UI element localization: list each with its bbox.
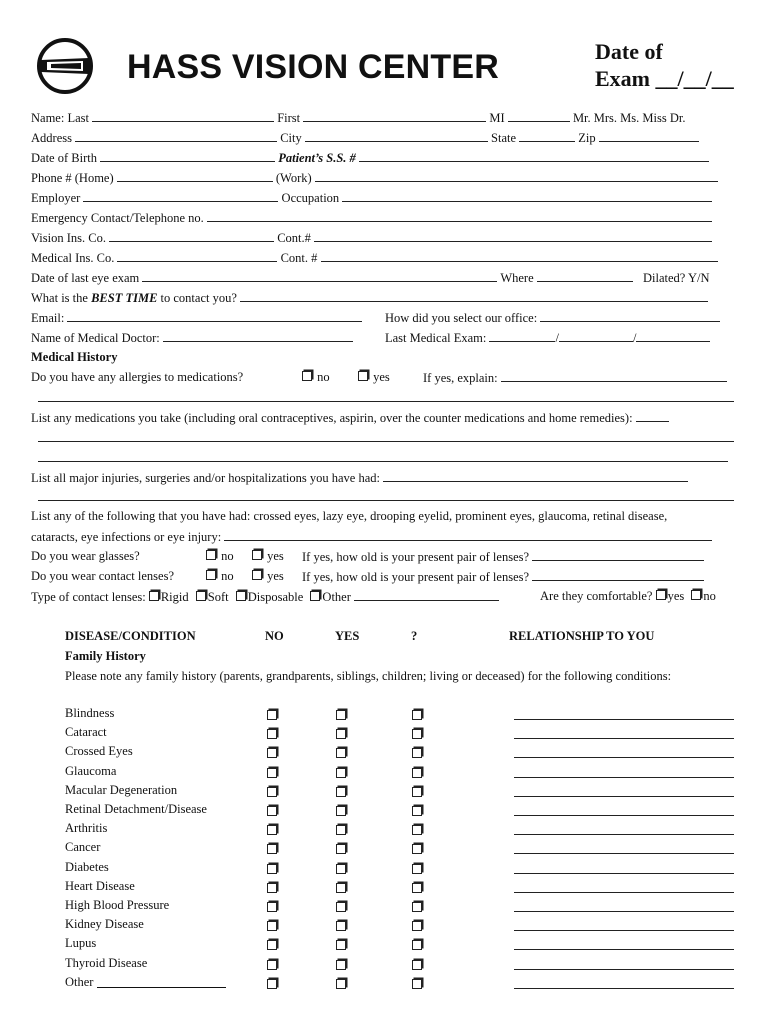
address-field[interactable] xyxy=(75,130,277,142)
yes-checkbox-icon[interactable] xyxy=(336,710,346,720)
last-eye-exam-field[interactable] xyxy=(142,270,497,282)
checkbox-icon[interactable] xyxy=(236,591,246,601)
comfortable-label: Are they comfortable? xyxy=(540,589,653,603)
yes-checkbox-icon[interactable] xyxy=(336,921,346,931)
no-checkbox-icon[interactable] xyxy=(267,825,277,835)
relationship-field[interactable] xyxy=(514,930,734,931)
unknown-checkbox-icon[interactable] xyxy=(412,748,422,758)
checkbox-icon[interactable] xyxy=(691,590,701,600)
unknown-checkbox-icon[interactable] xyxy=(412,940,422,950)
condition-label: Crossed Eyes xyxy=(65,744,133,758)
last-medical-month[interactable] xyxy=(489,330,555,342)
yes-checkbox-icon[interactable] xyxy=(336,960,346,970)
yes-label: yes xyxy=(267,569,284,583)
unknown-checkbox-icon[interactable] xyxy=(412,768,422,778)
first-name-label: First xyxy=(277,111,301,125)
no-checkbox-icon[interactable] xyxy=(267,787,277,797)
conditions-field[interactable] xyxy=(224,529,712,541)
salutations[interactable]: Mr. Mrs. Ms. Miss Dr. xyxy=(572,111,686,125)
checkbox-icon[interactable] xyxy=(656,590,666,600)
injuries-field[interactable] xyxy=(383,470,688,482)
condition-label: Thyroid Disease xyxy=(65,956,148,970)
glasses-yes-option[interactable] xyxy=(252,549,284,563)
yes-checkbox-icon[interactable] xyxy=(336,806,346,816)
allergies-question: Do you have any allergies to medications? xyxy=(31,370,244,384)
row-select-office xyxy=(385,310,720,325)
checkbox-icon[interactable] xyxy=(310,591,320,601)
dilated-label[interactable]: Dilated? Y/N xyxy=(643,271,710,285)
checkbox-icon[interactable] xyxy=(196,591,206,601)
condition-label: Glaucoma xyxy=(65,764,117,778)
other-lens-field[interactable] xyxy=(354,589,499,601)
page-title: HASS VISION CENTER xyxy=(127,48,499,86)
unknown-checkbox-icon[interactable] xyxy=(412,844,422,854)
condition-label: Other xyxy=(65,975,94,989)
yes-checkbox-icon[interactable] xyxy=(336,902,346,912)
no-checkbox-icon[interactable] xyxy=(267,768,277,778)
medications-field-2[interactable] xyxy=(38,441,734,442)
last-name-label: Name: Last xyxy=(31,111,89,125)
relationship-field[interactable] xyxy=(514,949,734,950)
medical-cont-field[interactable] xyxy=(321,250,718,262)
medical-ins-label: Medical Ins. Co. xyxy=(31,251,115,265)
condition-label: Macular Degeneration xyxy=(65,783,178,797)
explain-label: If yes, explain: xyxy=(423,371,498,385)
row-dob xyxy=(31,150,709,165)
ss-field[interactable] xyxy=(359,150,709,162)
row-best-time xyxy=(31,290,708,305)
row-doctor xyxy=(31,330,353,345)
no-checkbox-icon[interactable] xyxy=(267,806,277,816)
col-no: NO xyxy=(265,629,284,643)
unknown-checkbox-icon[interactable] xyxy=(412,825,422,835)
where-field[interactable] xyxy=(537,270,633,282)
select-office-label: How did you select our office: xyxy=(385,311,538,325)
relationship-field[interactable] xyxy=(514,719,734,720)
medications-field-3[interactable] xyxy=(38,461,728,462)
col-relationship: RELATIONSHIP TO YOU xyxy=(509,629,655,643)
no-checkbox-icon[interactable] xyxy=(267,979,277,989)
mi-label: MI xyxy=(489,111,505,125)
row-comfortable xyxy=(540,589,716,603)
other-condition-field[interactable] xyxy=(97,987,226,988)
row-contacts-age xyxy=(302,569,704,584)
email-label: Email: xyxy=(31,311,65,325)
last-name-field[interactable] xyxy=(92,110,274,122)
relationship-field[interactable] xyxy=(514,815,734,816)
checkbox-icon[interactable] xyxy=(206,550,216,560)
glasses-no-option[interactable] xyxy=(206,549,234,563)
yes-checkbox-icon[interactable] xyxy=(336,729,346,739)
col-yes: YES xyxy=(335,629,360,643)
yes-label: yes xyxy=(267,549,284,563)
phone-work-field[interactable] xyxy=(315,170,718,182)
medications-field[interactable] xyxy=(636,410,669,422)
injuries-field-2[interactable] xyxy=(38,500,734,501)
unknown-checkbox-icon[interactable] xyxy=(412,960,422,970)
relationship-field[interactable] xyxy=(514,757,734,758)
relationship-field[interactable] xyxy=(514,777,734,778)
row-last-medical: Last Medical Exam: / / xyxy=(385,330,710,345)
address-label: Address xyxy=(31,131,72,145)
eye-logo-icon xyxy=(37,38,93,94)
no-checkbox-icon[interactable] xyxy=(267,902,277,912)
dob-label: Date of Birth xyxy=(31,151,97,165)
no-label: no xyxy=(317,370,330,384)
yes-checkbox-icon[interactable] xyxy=(336,940,346,950)
no-label: no xyxy=(221,549,234,563)
state-field[interactable] xyxy=(519,130,575,142)
medications-label: List any medications you take (including oral contraceptives, aspirin, over the counter medications and home remedies): xyxy=(31,411,633,425)
explain-field[interactable] xyxy=(501,370,727,382)
relationship-field[interactable] xyxy=(514,969,734,970)
contacts-age-label: If yes, how old is your present pair of lenses? xyxy=(302,570,530,584)
city-field[interactable] xyxy=(305,130,488,142)
yes-checkbox-icon[interactable] xyxy=(336,979,346,989)
ss-label: Patient’s S.S. # xyxy=(278,151,356,165)
mi-field[interactable] xyxy=(508,110,570,122)
condition-label: Kidney Disease xyxy=(65,917,144,931)
vision-cont-field[interactable] xyxy=(314,230,712,242)
rigid-label: Rigid xyxy=(160,590,189,604)
where-label: Where xyxy=(500,271,534,285)
checkbox-icon[interactable] xyxy=(206,570,216,580)
select-office-field[interactable] xyxy=(540,310,720,322)
checkbox-icon[interactable] xyxy=(252,570,262,580)
soft-label: Soft xyxy=(207,590,229,604)
occupation-field[interactable] xyxy=(342,190,712,202)
phone-home-field[interactable] xyxy=(117,170,273,182)
zip-label: Zip xyxy=(578,131,596,145)
allergies-yes-option[interactable] xyxy=(358,370,390,384)
no-checkbox-icon[interactable] xyxy=(267,844,277,854)
no-label: no xyxy=(221,569,234,583)
yes-checkbox-icon[interactable] xyxy=(336,844,346,854)
condition-label: Arthritis xyxy=(65,821,108,835)
condition-label: High Blood Pressure xyxy=(65,898,170,912)
relationship-field[interactable] xyxy=(514,911,734,912)
best-time-em: BEST TIME xyxy=(91,291,158,305)
lens-type-label: Type of contact lenses: xyxy=(31,590,146,604)
no-checkbox-icon[interactable] xyxy=(267,748,277,758)
glasses-age-field[interactable] xyxy=(532,549,704,561)
glasses-age-label: If yes, how old is your present pair of lenses? xyxy=(302,550,530,564)
medical-history-heading: Medical History xyxy=(31,350,118,364)
explain-field-2[interactable] xyxy=(38,401,734,402)
contacts-yes-option[interactable] xyxy=(252,569,284,583)
yes-label: yes xyxy=(373,370,390,384)
employer-label: Employer xyxy=(31,191,81,205)
email-field[interactable] xyxy=(67,310,362,322)
last-medical-label: Last Medical Exam: xyxy=(385,331,487,345)
yes-label: yes xyxy=(667,589,685,603)
yes-checkbox-icon[interactable] xyxy=(336,768,346,778)
contacts-question: Do you wear contact lenses? xyxy=(31,569,174,583)
row-lens-type xyxy=(31,589,499,604)
exam-date-line2: Exam __/__/__ xyxy=(595,66,734,91)
row-explain xyxy=(423,370,727,385)
unknown-checkbox-icon[interactable] xyxy=(412,710,422,720)
medical-cont-label: Cont. # xyxy=(280,251,318,265)
no-checkbox-icon[interactable] xyxy=(267,921,277,931)
condition-label: Blindness xyxy=(65,706,115,720)
no-checkbox-icon[interactable] xyxy=(267,710,277,720)
glasses-question: Do you wear glasses? xyxy=(31,549,140,563)
relationship-field[interactable] xyxy=(514,796,734,797)
exam-date-label xyxy=(595,38,734,92)
relationship-field[interactable] xyxy=(514,738,734,739)
yes-checkbox-icon[interactable] xyxy=(336,883,346,893)
row-employer xyxy=(31,190,712,205)
doctor-field[interactable] xyxy=(163,330,353,342)
row-address xyxy=(31,130,699,145)
other-label: Other xyxy=(322,590,351,604)
checkbox-icon[interactable] xyxy=(252,550,262,560)
no-checkbox-icon[interactable] xyxy=(267,729,277,739)
unknown-checkbox-icon[interactable] xyxy=(412,883,422,893)
vision-cont-label: Cont.# xyxy=(277,231,311,245)
row-vision-ins xyxy=(31,230,712,245)
phone-work-label: (Work) xyxy=(275,171,312,185)
unknown-checkbox-icon[interactable] xyxy=(412,902,422,912)
contacts-age-field[interactable] xyxy=(532,569,704,581)
unknown-checkbox-icon[interactable] xyxy=(412,729,422,739)
conditions-label-1: List any of the following that you have had: crossed eyes, lazy eye, drooping eyelid, prominent eyes, glaucoma, retinal disease, xyxy=(31,509,668,523)
best-time-field[interactable] xyxy=(240,290,708,302)
vision-ins-label: Vision Ins. Co. xyxy=(31,231,106,245)
unknown-checkbox-icon[interactable] xyxy=(412,787,422,797)
row-conditions-2 xyxy=(31,529,712,544)
condition-label: Cataract xyxy=(65,725,107,739)
no-checkbox-icon[interactable] xyxy=(267,864,277,874)
unknown-checkbox-icon[interactable] xyxy=(412,921,422,931)
zip-field[interactable] xyxy=(599,130,699,142)
employer-field[interactable] xyxy=(83,190,278,202)
condition-label: Cancer xyxy=(65,840,101,854)
medical-ins-field[interactable] xyxy=(117,250,277,262)
row-email xyxy=(31,310,362,325)
row-medications xyxy=(31,410,669,425)
condition-label: Diabetes xyxy=(65,860,109,874)
last-medical-year[interactable] xyxy=(636,330,710,342)
checkbox-icon[interactable] xyxy=(358,371,368,381)
col-unknown: ? xyxy=(411,629,418,643)
emergency-field[interactable] xyxy=(207,210,712,222)
relationship-field[interactable] xyxy=(514,988,734,989)
row-name xyxy=(31,110,685,125)
row-glasses-age xyxy=(302,549,704,564)
disposable-label: Disposable xyxy=(247,590,304,604)
vision-ins-field[interactable] xyxy=(109,230,274,242)
yes-checkbox-icon[interactable] xyxy=(336,825,346,835)
emergency-label: Emergency Contact/Telephone no. xyxy=(31,211,204,225)
city-label: City xyxy=(280,131,302,145)
state-label: State xyxy=(491,131,517,145)
allergies-no-option[interactable] xyxy=(302,370,330,384)
dob-field[interactable] xyxy=(100,150,275,162)
contacts-no-option[interactable] xyxy=(206,569,234,583)
row-emergency xyxy=(31,210,712,225)
unknown-checkbox-icon[interactable] xyxy=(412,864,422,874)
unknown-checkbox-icon[interactable] xyxy=(412,979,422,989)
relationship-field[interactable] xyxy=(514,892,734,893)
doctor-label: Name of Medical Doctor: xyxy=(31,331,160,345)
condition-label: Heart Disease xyxy=(65,879,135,893)
checkbox-icon[interactable] xyxy=(149,591,159,601)
first-name-field[interactable] xyxy=(303,110,486,122)
yes-checkbox-icon[interactable] xyxy=(336,864,346,874)
relationship-field[interactable] xyxy=(514,834,734,835)
col-condition: DISEASE/CONDITION xyxy=(65,629,196,643)
injuries-label: List all major injuries, surgeries and/or hospitalizations you have had: xyxy=(31,471,380,485)
family-history-heading: Family History xyxy=(65,649,146,663)
no-label: no xyxy=(703,589,716,603)
occupation-label: Occupation xyxy=(281,191,340,205)
yes-checkbox-icon[interactable] xyxy=(336,748,346,758)
row-injuries xyxy=(31,470,688,485)
exam-date-line1: Date of xyxy=(595,39,663,64)
no-checkbox-icon[interactable] xyxy=(267,883,277,893)
relationship-field[interactable] xyxy=(514,873,734,874)
no-checkbox-icon[interactable] xyxy=(267,940,277,950)
row-medical-ins xyxy=(31,250,718,265)
family-history-note: Please note any family history (parents, grandparents, siblings, children; living or deceased) for the following conditions: xyxy=(65,669,672,683)
no-checkbox-icon[interactable] xyxy=(267,960,277,970)
row-phone xyxy=(31,170,718,185)
yes-checkbox-icon[interactable] xyxy=(336,787,346,797)
unknown-checkbox-icon[interactable] xyxy=(412,806,422,816)
condition-label: Retinal Detachment/Disease xyxy=(65,802,207,816)
row-last-eye xyxy=(31,270,710,285)
best-time-pre: What is the xyxy=(31,291,88,305)
last-eye-exam-label: Date of last eye exam xyxy=(31,271,140,285)
condition-label: Lupus xyxy=(65,936,97,950)
checkbox-icon[interactable] xyxy=(302,371,312,381)
conditions-label-2: cataracts, eye infections or eye injury: xyxy=(31,530,222,544)
last-medical-day[interactable] xyxy=(559,330,633,342)
best-time-post: to contact you? xyxy=(160,291,237,305)
phone-home-label: Phone # (Home) xyxy=(31,171,114,185)
relationship-field[interactable] xyxy=(514,853,734,854)
